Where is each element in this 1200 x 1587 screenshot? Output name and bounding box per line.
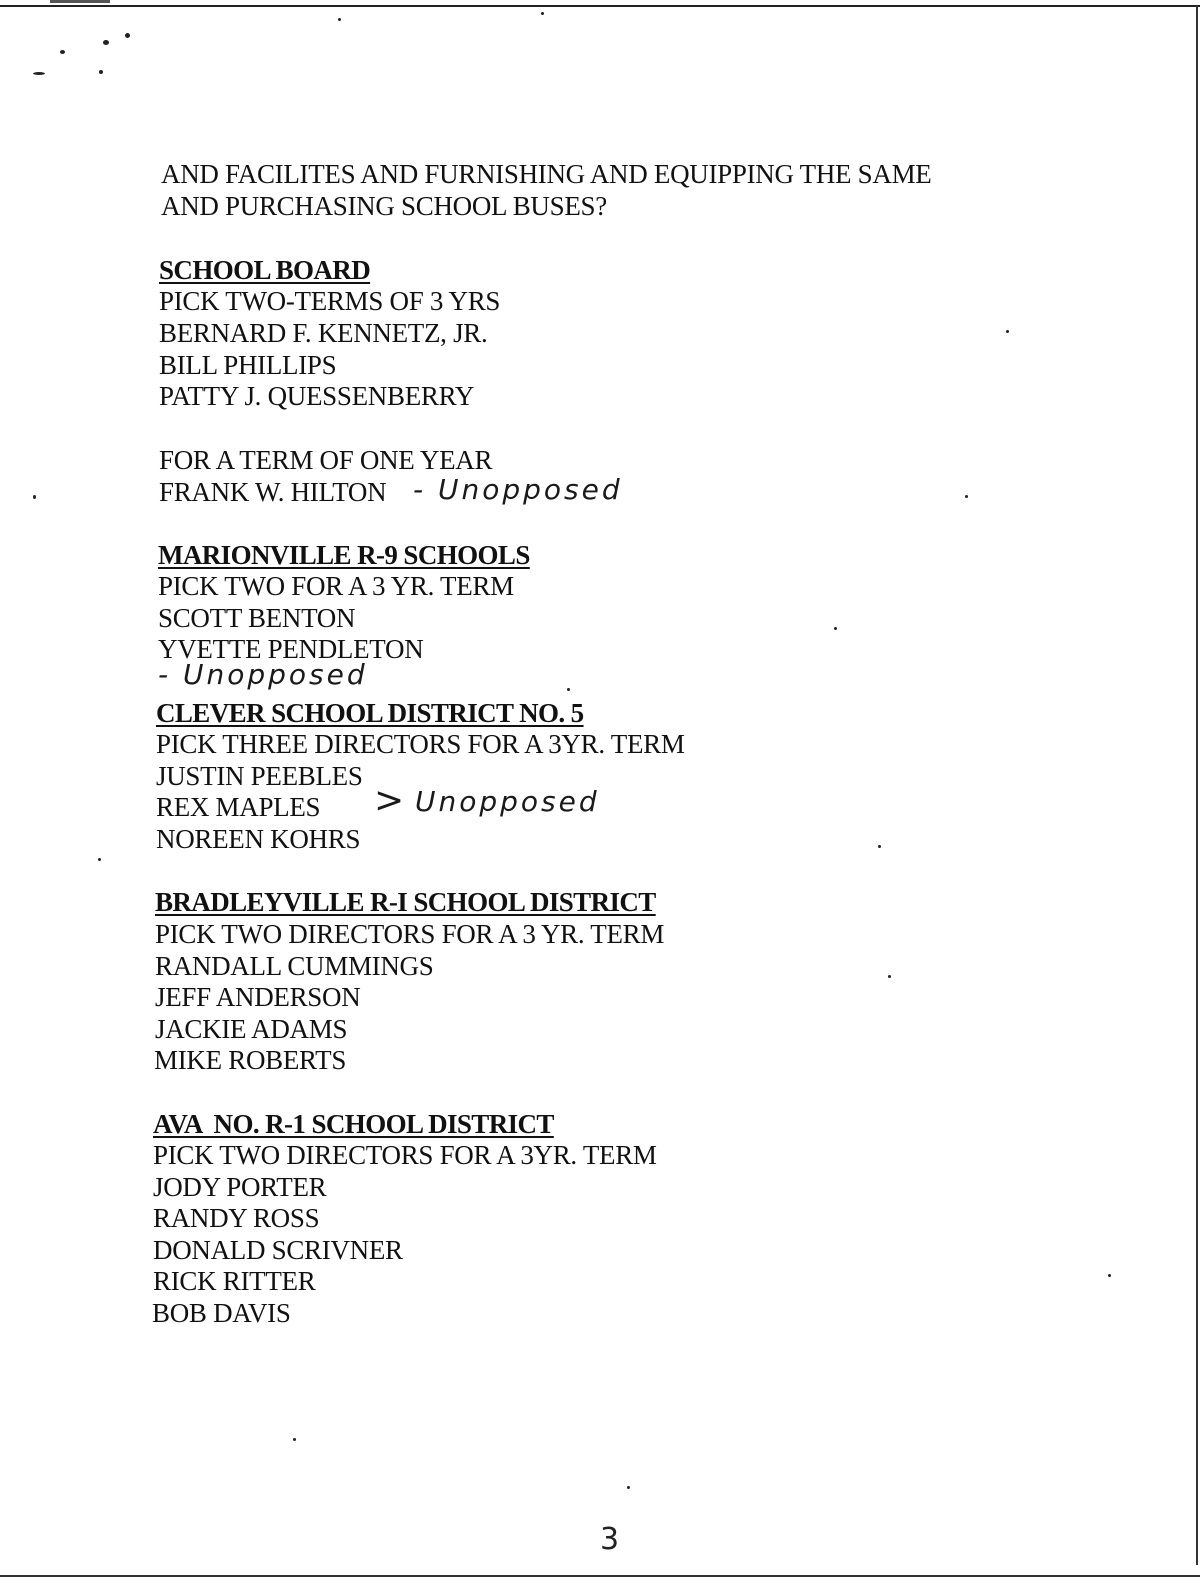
clever-instruction: PICK THREE DIRECTORS FOR A 3YR. TERM: [156, 729, 685, 759]
bradleyville-candidate: JACKIE ADAMS: [155, 1014, 348, 1044]
handwritten-unopposed-note: - Unopposed: [158, 658, 368, 691]
ava-candidate: RICK RITTER: [153, 1266, 316, 1296]
intro-line-1: AND FACILITES AND FURNISHING AND EQUIPPING THE SAME: [161, 159, 932, 189]
marionville-instruction: PICK TWO FOR A 3 YR. TERM: [158, 571, 514, 601]
scan-speck: [125, 33, 130, 38]
marionville-candidate: SCOTT BENTON: [158, 603, 356, 633]
scan-speck: [98, 858, 101, 861]
intro-line-2: AND PURCHASING SCHOOL BUSES?: [161, 191, 607, 221]
scan-speck: [1006, 330, 1009, 333]
clever-candidate: JUSTIN PEEBLES: [156, 761, 363, 791]
scan-speck: [627, 1486, 630, 1489]
scan-speck: [103, 40, 109, 45]
ava-instruction: PICK TWO DIRECTORS FOR A 3YR. TERM: [153, 1140, 657, 1170]
scan-speck: [567, 688, 570, 691]
scan-speck: [60, 50, 65, 54]
scan-speck: [1108, 1274, 1111, 1277]
ava-heading: AVA NO. R-1 SCHOOL DISTRICT: [153, 1109, 554, 1139]
bradleyville-candidate: RANDALL CUMMINGS: [155, 951, 434, 981]
scan-speck: [888, 975, 891, 978]
clever-candidate: REX MAPLES: [156, 792, 321, 822]
handwritten-unopposed-note: - Unopposed: [413, 473, 623, 506]
page-number: 3: [600, 1522, 620, 1557]
page-bottom-edge: [0, 1575, 1200, 1577]
ava-candidate: DONALD SCRIVNER: [153, 1235, 403, 1265]
one-year-candidate: FRANK W. HILTON: [159, 477, 387, 507]
scan-speck: [965, 495, 968, 498]
marionville-heading: MARIONVILLE R-9 SCHOOLS: [158, 540, 530, 570]
scan-speck: [834, 627, 837, 630]
bradleyville-instruction: PICK TWO DIRECTORS FOR A 3 YR. TERM: [155, 919, 665, 949]
one-year-term-label: FOR A TERM OF ONE YEAR: [159, 445, 493, 475]
school-board-heading: SCHOOL BOARD: [159, 255, 371, 285]
school-board-candidate: PATTY J. QUESSENBERRY: [159, 381, 475, 411]
scan-speck: [878, 845, 881, 848]
marionville-candidate: YVETTE PENDLETON: [158, 634, 424, 664]
school-board-candidate: BILL PHILLIPS: [159, 350, 337, 380]
page-top-edge: [0, 5, 1200, 7]
scan-speck: [99, 70, 103, 74]
scan-speck: [33, 72, 45, 75]
handwritten-unopposed-note: Unopposed: [415, 785, 600, 818]
school-board-candidate: BERNARD F. KENNETZ, JR.: [159, 318, 488, 348]
scan-speck: [293, 1438, 296, 1441]
page-right-edge: [1196, 5, 1198, 1565]
school-board-instruction: PICK TWO-TERMS OF 3 YRS: [159, 286, 501, 316]
ava-candidate: JODY PORTER: [153, 1172, 327, 1202]
clever-candidate: NOREEN KOHRS: [156, 824, 361, 854]
ava-candidate: BOB DAVIS: [152, 1298, 291, 1328]
handwritten-brace-icon: >: [374, 780, 405, 821]
bradleyville-heading: BRADLEYVILLE R-I SCHOOL DISTRICT: [155, 887, 656, 917]
scan-speck: [338, 18, 341, 21]
scan-speck: [541, 12, 544, 15]
bradleyville-candidate: MIKE ROBERTS: [154, 1045, 347, 1075]
clever-heading: CLEVER SCHOOL DISTRICT NO. 5: [156, 698, 584, 728]
page-top-mark: [50, 0, 110, 3]
ava-candidate: RANDY ROSS: [153, 1203, 320, 1233]
scan-speck: [33, 495, 36, 499]
bradleyville-candidate: JEFF ANDERSON: [155, 982, 361, 1012]
